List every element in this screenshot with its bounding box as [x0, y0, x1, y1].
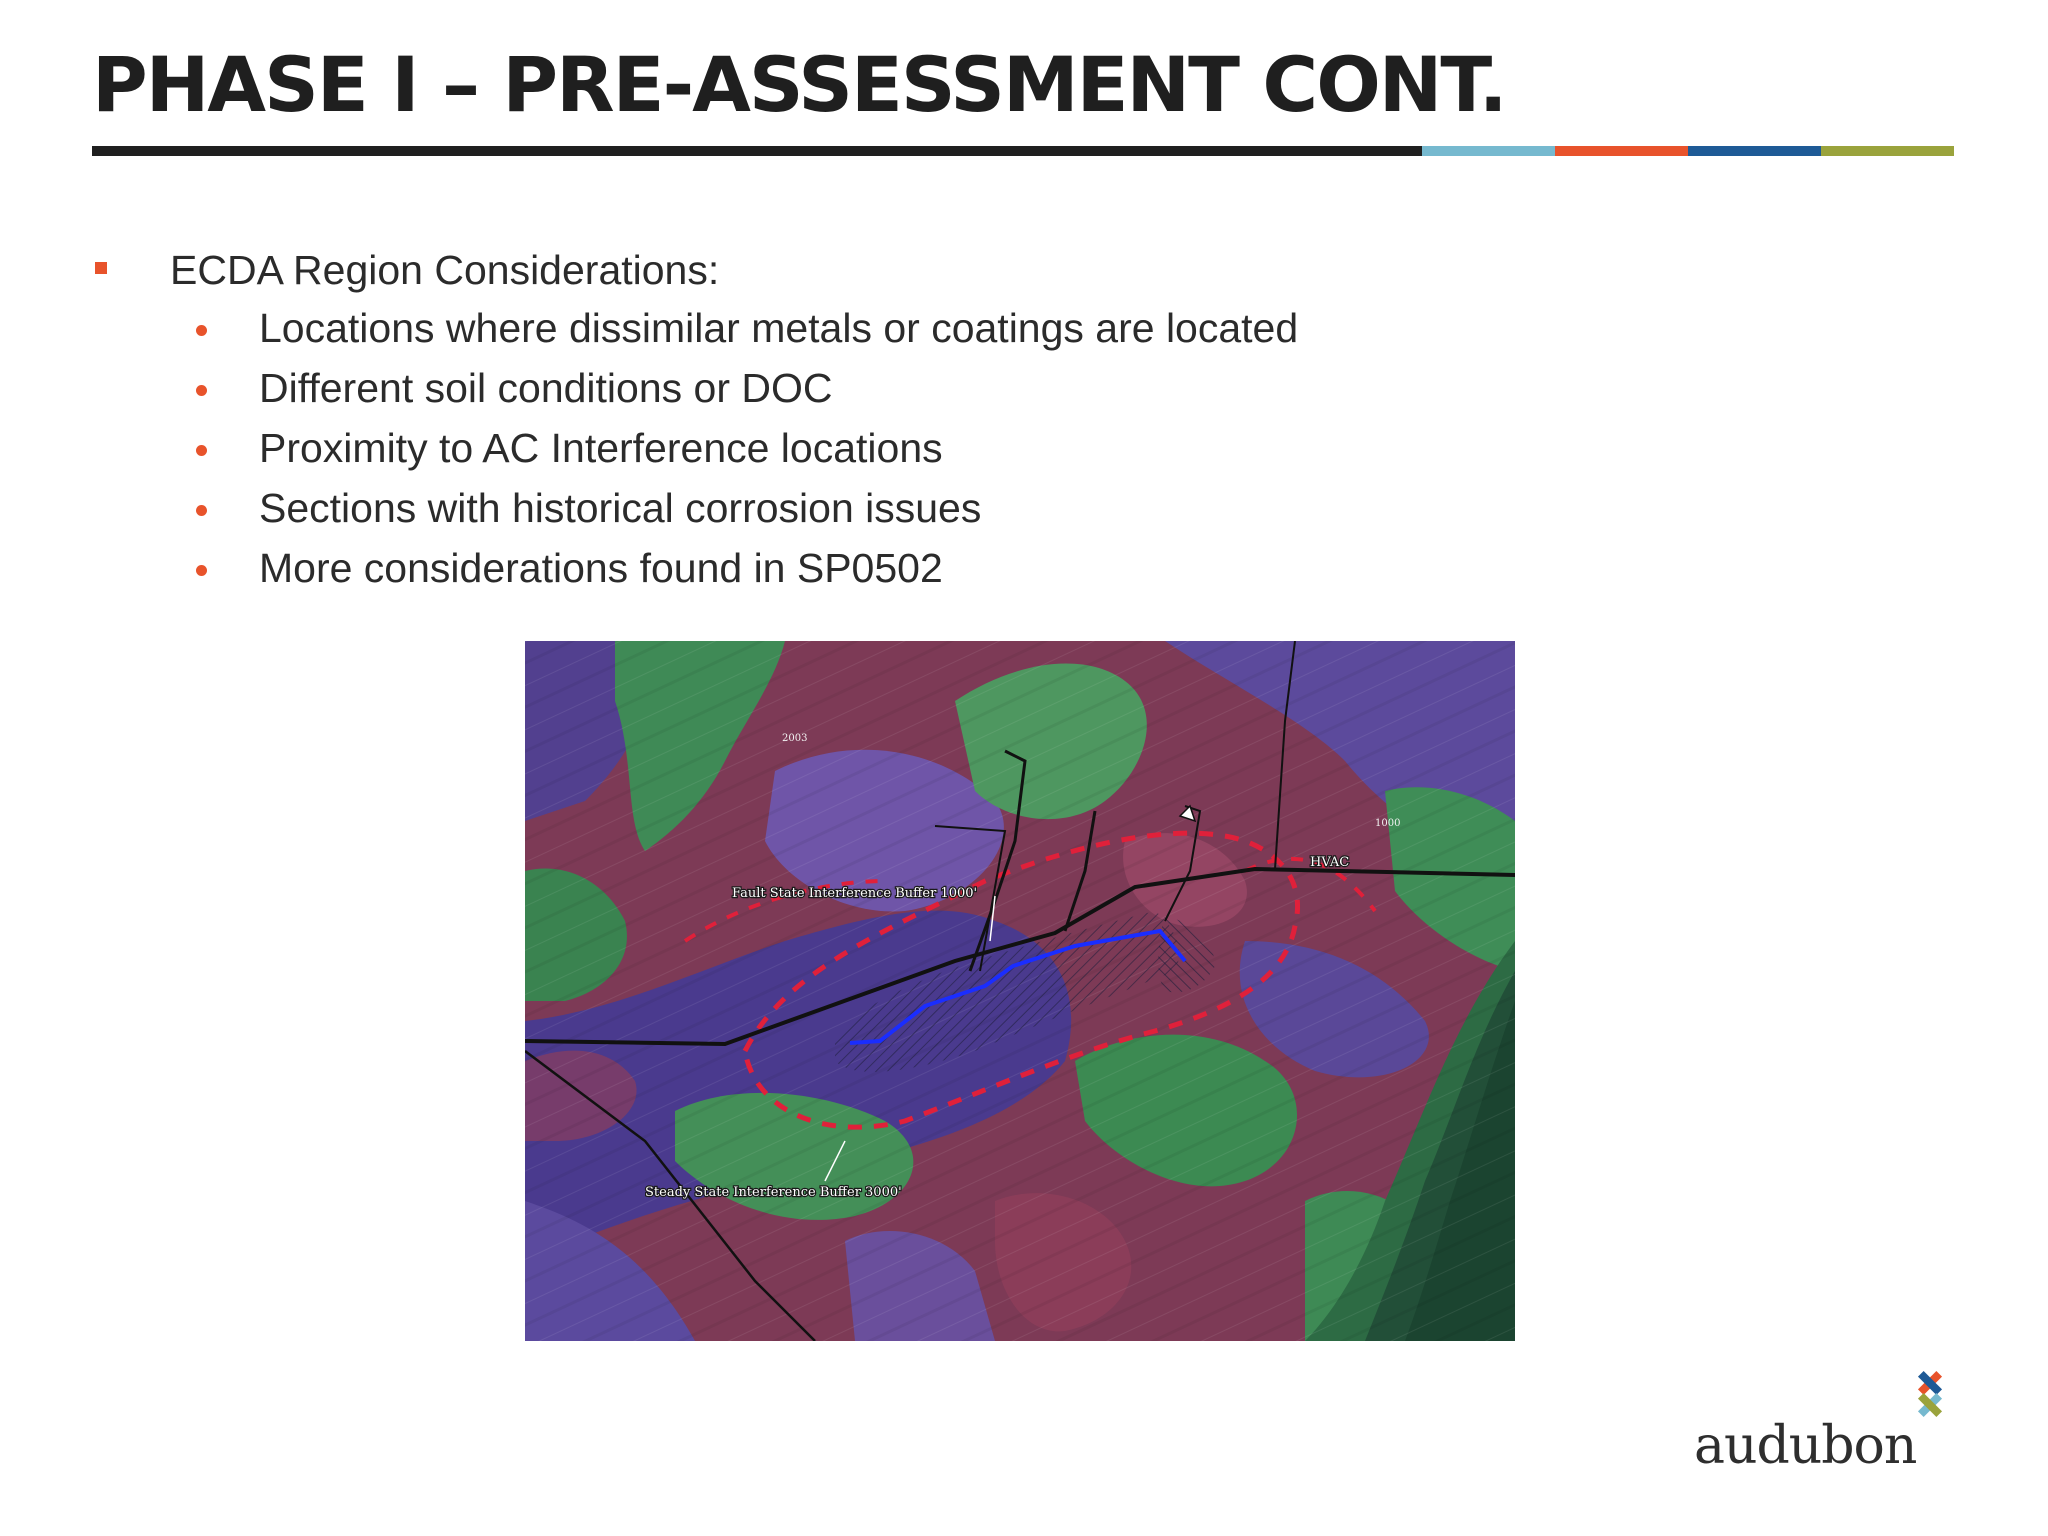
steady-buffer-label: Steady State Interference Buffer 3000' — [645, 1185, 902, 1200]
logo-wordmark: audubon — [1694, 1416, 1917, 1476]
underline-accent-3 — [1688, 146, 1821, 156]
map-tag: 1000 — [1375, 818, 1401, 829]
dot-bullet-icon — [196, 325, 207, 336]
dot-bullet-icon — [196, 565, 207, 576]
underline-accent-2 — [1555, 146, 1688, 156]
fault-buffer-label: Fault State Interference Buffer 1000' — [732, 886, 978, 901]
bullet-heading: ECDA Region Considerations: — [170, 246, 720, 293]
logo-x-mark-icon — [1904, 1368, 1956, 1420]
square-bullet-icon — [95, 262, 107, 274]
map-tag: 2003 — [782, 733, 808, 744]
list-item-text: Proximity to AC Interference locations — [259, 425, 943, 471]
list-item-text: Sections with historical corrosion issues — [259, 485, 982, 531]
slide-title: PHASE I – PRE-ASSESSMENT CONT. — [92, 40, 1506, 129]
title-underline — [92, 146, 1954, 156]
dot-bullet-icon — [196, 385, 207, 396]
interference-map-image — [525, 641, 1515, 1341]
dot-bullet-icon — [196, 445, 207, 456]
dot-bullet-icon — [196, 505, 207, 516]
hvac-label: HVAC — [1310, 855, 1350, 870]
underline-accent-1 — [1422, 146, 1555, 156]
list-item-text: Different soil conditions or DOC — [259, 365, 833, 411]
list-item-text: More considerations found in SP0502 — [259, 545, 943, 591]
underline-accent-4 — [1821, 146, 1954, 156]
underline-main — [92, 146, 1422, 156]
company-logo — [1694, 1368, 1964, 1478]
list-item-text: Locations where dissimilar metals or coatings are located — [259, 305, 1299, 351]
